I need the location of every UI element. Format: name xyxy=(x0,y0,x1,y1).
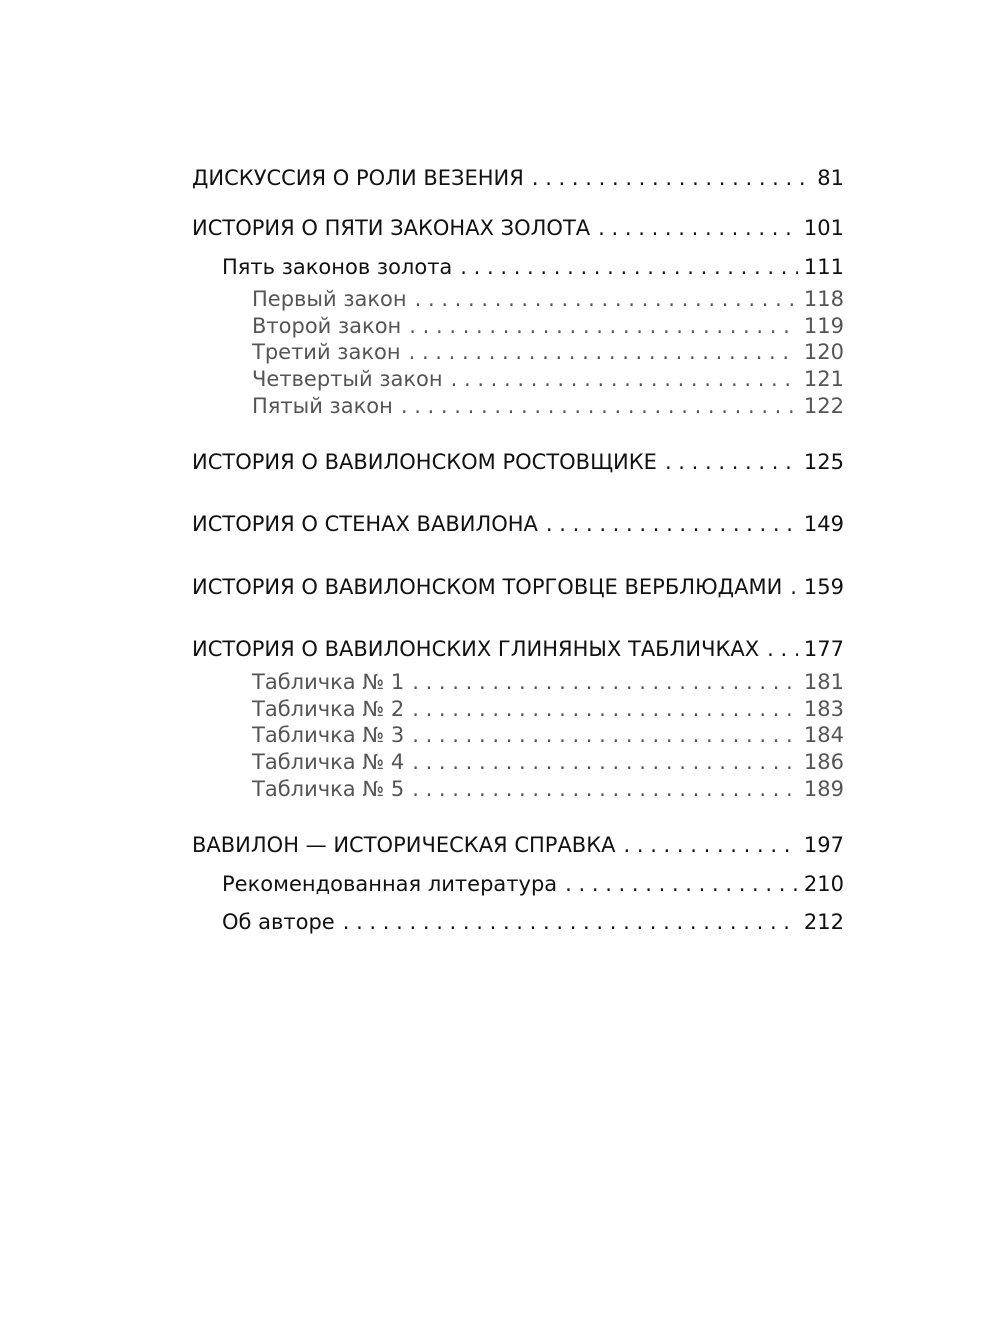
dot-leader xyxy=(790,577,798,598)
toc-entry xyxy=(192,257,844,278)
toc-entry xyxy=(192,752,844,773)
dot-leader xyxy=(409,316,798,337)
dot-leader xyxy=(598,218,798,239)
toc-entry-title: ИСТОРИЯ О ПЯТИ ЗАКОНАХ ЗОЛОТА xyxy=(192,216,591,240)
toc-entry-title: Пятый закон xyxy=(252,394,393,418)
toc-entry-title: Третий закон xyxy=(252,340,401,364)
dot-leader xyxy=(665,452,798,473)
toc-entry-page: 197 xyxy=(803,833,844,857)
dot-leader xyxy=(412,752,798,773)
dot-leader xyxy=(412,779,798,800)
toc-entry xyxy=(192,316,844,337)
toc-entry xyxy=(192,342,844,363)
toc-entry-title: ИСТОРИЯ О СТЕНАХ ВАВИЛОНА xyxy=(192,512,538,536)
toc-entry xyxy=(192,639,844,660)
toc-entry-page: 118 xyxy=(803,287,844,311)
toc-entry xyxy=(192,396,844,417)
toc-entry-page: 210 xyxy=(803,872,844,896)
toc-entry-page: 189 xyxy=(803,777,844,801)
toc-entry-page: 125 xyxy=(803,450,844,474)
toc-entry-title: Табличка № 1 xyxy=(252,670,405,694)
dot-leader xyxy=(412,672,798,693)
toc-entry-title: Табличка № 5 xyxy=(252,777,405,801)
toc-entry-page: 120 xyxy=(803,340,844,364)
toc-entry-page: 212 xyxy=(803,910,844,934)
toc-entry-title: ВАВИЛОН — ИСТОРИЧЕСКАЯ СПРАВКА xyxy=(192,833,616,857)
toc-entry xyxy=(192,874,844,895)
toc-entry-title: ДИСКУССИЯ О РОЛИ ВЕЗЕНИЯ xyxy=(192,166,524,190)
toc-entry-page: 183 xyxy=(803,697,844,721)
toc-entry-page: 177 xyxy=(803,637,844,661)
dot-leader xyxy=(401,396,798,417)
toc-entry-page: 159 xyxy=(803,575,844,599)
toc-entry xyxy=(192,289,844,310)
dot-leader xyxy=(546,514,798,535)
toc-entry-title: Табличка № 3 xyxy=(252,723,405,747)
toc-entry-page: 101 xyxy=(803,216,844,240)
toc-entry-page: 186 xyxy=(803,750,844,774)
toc-entry-title: ИСТОРИЯ О ВАВИЛОНСКИХ ГЛИНЯНЫХ ТАБЛИЧКАХ xyxy=(192,637,760,661)
toc-entry-title: Табличка № 4 xyxy=(252,750,405,774)
toc-entry xyxy=(192,835,844,856)
toc-entry-page: 119 xyxy=(803,314,844,338)
toc-entry xyxy=(192,725,844,746)
toc-entry xyxy=(192,912,844,933)
dot-leader xyxy=(343,912,798,933)
dot-leader xyxy=(565,874,798,895)
dot-leader xyxy=(767,639,798,660)
toc-entry xyxy=(192,672,844,693)
dot-leader xyxy=(451,369,798,390)
toc-entry xyxy=(192,514,844,535)
dot-leader xyxy=(415,289,798,310)
dot-leader xyxy=(624,835,798,856)
toc-entry-title: Об авторе xyxy=(222,910,335,934)
toc-entry-page: 121 xyxy=(803,367,844,391)
toc-entry-title: Пять законов золота xyxy=(222,255,453,279)
toc-entry-page: 181 xyxy=(803,670,844,694)
toc-entry-page: 122 xyxy=(803,394,844,418)
table-of-contents xyxy=(192,0,844,1317)
toc-entry xyxy=(192,218,844,239)
toc-entry-title: Табличка № 2 xyxy=(252,697,405,721)
toc-entry xyxy=(192,699,844,720)
toc-entry xyxy=(192,452,844,473)
toc-entry-title: ИСТОРИЯ О ВАВИЛОНСКОМ ТОРГОВЦЕ ВЕРБЛЮДАМИ xyxy=(192,575,783,599)
toc-entry-page: 149 xyxy=(803,512,844,536)
dot-leader xyxy=(412,699,798,720)
dot-leader xyxy=(532,168,811,189)
toc-entry-title: Второй закон xyxy=(252,314,402,338)
toc-entry-title: Рекомендованная литература xyxy=(222,872,558,896)
toc-entry-page: 81 xyxy=(817,166,844,190)
toc-entry xyxy=(192,369,844,390)
toc-entry-title: Первый закон xyxy=(252,287,407,311)
dot-leader xyxy=(460,257,798,278)
dot-leader xyxy=(412,725,798,746)
toc-entry-title: ИСТОРИЯ О ВАВИЛОНСКОМ РОСТОВЩИКЕ xyxy=(192,450,657,474)
toc-entry xyxy=(192,168,844,189)
toc-entry xyxy=(192,577,844,598)
toc-entry xyxy=(192,779,844,800)
dot-leader xyxy=(409,342,798,363)
toc-entry-page: 111 xyxy=(803,255,844,279)
toc-entry-title: Четвертый закон xyxy=(252,367,443,391)
toc-entry-page: 184 xyxy=(803,723,844,747)
